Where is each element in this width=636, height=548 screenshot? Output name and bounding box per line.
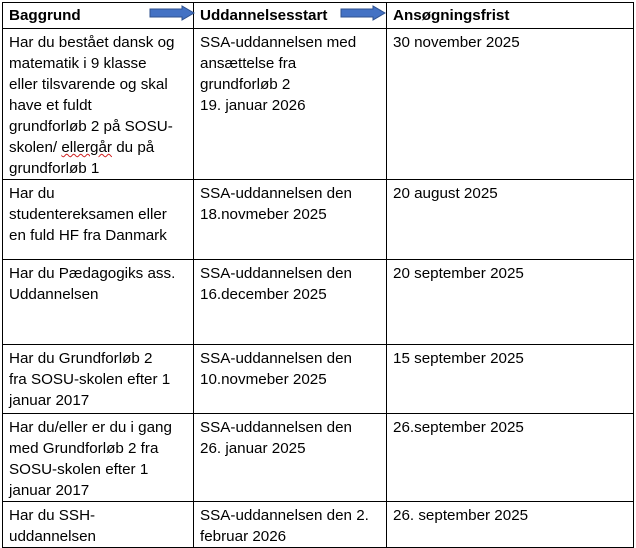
schedule-table bbox=[2, 2, 634, 548]
table-row bbox=[3, 180, 634, 260]
cell-start: SSA-uddannelsen den 2. februar 2026 bbox=[194, 502, 387, 548]
cell-start: SSA-uddannelsen den 16.december 2025 bbox=[194, 260, 387, 345]
cell-baggrund: Har du bestået dansk og matematik i 9 klasse eller tilsvarende og skal have et fuldt grundforløb 2 på SOSU- skolen/ ellergår du på grundforløb 1 bbox=[3, 29, 194, 180]
cell-start: SSA-uddannelsen den 26. januar 2025 bbox=[194, 414, 387, 502]
table-row bbox=[3, 414, 634, 502]
header-ansoegningsfrist: Ansøgningsfrist bbox=[387, 3, 634, 29]
spellcheck-word: ellergår bbox=[61, 139, 112, 156]
cell-baggrund: Har du/eller er du i gang med Grundforløb 2 fra SOSU-skolen efter 1 januar 2017 bbox=[3, 414, 194, 502]
cell-frist: 15 september 2025 bbox=[387, 345, 634, 414]
cell-frist: 26.september 2025 bbox=[387, 414, 634, 502]
cell-frist: 20 august 2025 bbox=[387, 180, 634, 260]
table-row bbox=[3, 502, 634, 548]
cell-start: SSA-uddannelsen den 18.novmeber 2025 bbox=[194, 180, 387, 260]
cell-frist: 26. september 2025 bbox=[387, 502, 634, 548]
cell-baggrund: Har du Pædagogiks ass. Uddannelsen bbox=[3, 260, 194, 345]
table-row bbox=[3, 260, 634, 345]
right-arrow-icon bbox=[340, 5, 386, 21]
table-row bbox=[3, 29, 634, 180]
cell-baggrund: Har du SSH- uddannelsen bbox=[3, 502, 194, 548]
header-uddannelsesstart: Uddannelsesstart bbox=[194, 3, 387, 29]
cell-start: SSA-uddannelsen med ansættelse fra grundforløb 2 19. januar 2026 bbox=[194, 29, 387, 180]
cell-start: SSA-uddannelsen den 10.novmeber 2025 bbox=[194, 345, 387, 414]
cell-frist: 30 november 2025 bbox=[387, 29, 634, 180]
cell-baggrund: Har du studentereksamen eller en fuld HF fra Danmark bbox=[3, 180, 194, 260]
header-baggrund: Baggrund bbox=[3, 3, 194, 29]
cell-baggrund: Har du Grundforløb 2 fra SOSU-skolen efter 1 januar 2017 bbox=[3, 345, 194, 414]
header-row bbox=[3, 3, 634, 29]
table-row bbox=[3, 345, 634, 414]
right-arrow-icon bbox=[149, 5, 195, 21]
cell-frist: 20 september 2025 bbox=[387, 260, 634, 345]
